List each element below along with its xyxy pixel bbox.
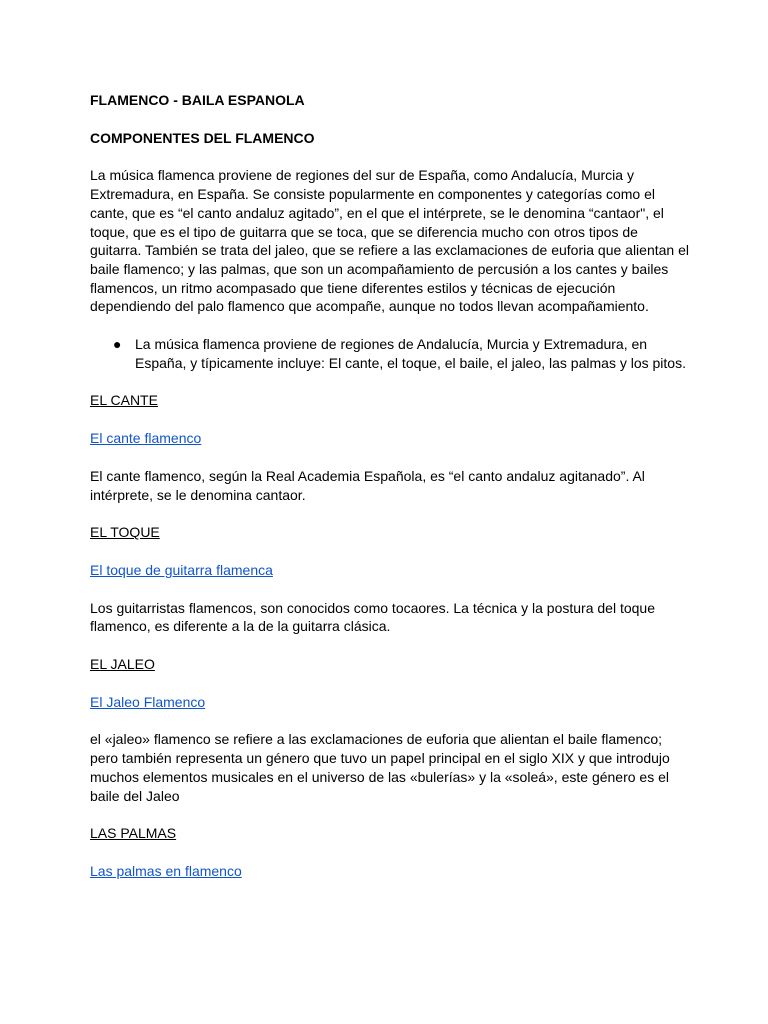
paragraph-cante: El cante flamenco, según la Real Academia Española, es “el canto andaluz agitanado”. Al intérprete, se le denomina cantaor.: [90, 467, 645, 503]
link-jaleo-flamenco[interactable]: El Jaleo Flamenco: [90, 693, 206, 710]
section-heading-cante: EL CANTE: [90, 392, 158, 409]
paragraph-jaleo: el «jaleo» flamenco se refiere a las exclamaciones de euforia que alientan el baile flamenco; pero también representa un género que tuvo un papel principal en el siglo XIX y que introdujo muchos elementos musicales en el universo de las «bulerías» y la «soleá», este género es el baile del Jaleo: [90, 731, 670, 804]
link-toque-guitarra[interactable]: El toque de guitarra flamenca: [90, 561, 273, 578]
document-page: [90, 91, 690, 900]
section-heading-palmas: LAS PALMAS: [90, 825, 177, 842]
document-subtitle: COMPONENTES DEL FLAMENCO: [90, 129, 315, 146]
bullet-text: La música flamenca proviene de regiones de Andalucía, Murcia y Extremadura, en España, y típicamente incluye: El cante, el toque, el baile, el jaleo, las palmas y los pitos.: [135, 336, 686, 371]
intro-paragraph: La música flamenca proviene de regiones del sur de España, como Andalucía, Murcia y Extremadura, en España. Se consiste popularmente en componentes y categorías como el cante, que es “el canto andaluz agitado”, en el que el intérprete, se le denomina “cantaor", el toque, que es el tipo de guitarra que se toca, que se diferencia mucho con otros tipos de guitarra. También se trata del jaleo, que se refiere a las exclamaciones de euforia que alientan el baile flamenco; y las palmas, que son un acompañamiento de percusión a los cantes y bailes flamencos, un ritmo acompasado que tiene diferentes estilos y técnicas de ejecución dependiendo del palo flamenco que acompañe, aunque no todos llevan acompañamiento.: [90, 167, 689, 315]
link-palmas-flamenco[interactable]: Las palmas en flamenco: [90, 862, 242, 879]
paragraph-toque: Los guitarristas flamencos, son conocidos como tocaores. La técnica y la postura del toque flamenco, es diferente a la de la guitarra clásica.: [90, 599, 655, 635]
link-cante-flamenco[interactable]: El cante flamenco: [90, 430, 202, 447]
document-title: FLAMENCO - BAILA ESPANOLA: [90, 92, 305, 108]
bullet-list: [90, 335, 690, 372]
section-heading-toque: EL TOQUE: [90, 524, 160, 541]
bullet-icon: ●: [113, 336, 122, 353]
section-heading-jaleo: EL JALEO: [90, 656, 155, 673]
list-item: [90, 335, 690, 372]
